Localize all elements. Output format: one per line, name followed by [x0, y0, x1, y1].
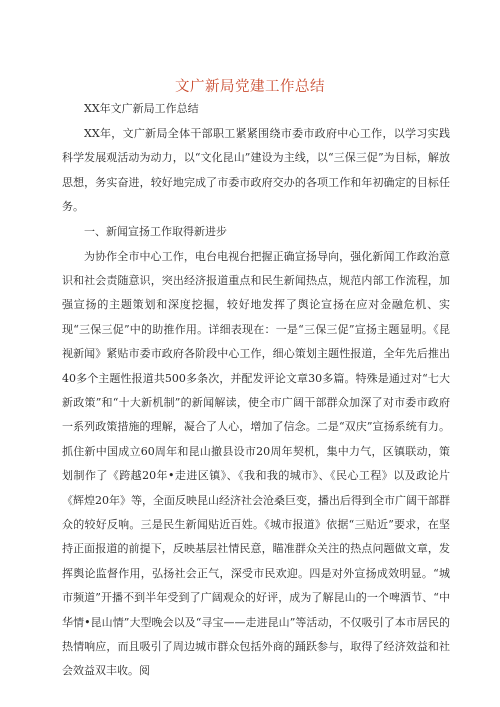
paragraph-intro: XX年，文广新局全体干部职工紧紧围绕市委市政府中心工作，以学习实践科学发展观活动为动力，以“文化昆山”建设为主线，以“三保三促”为目标，解放思想，务实奋进，较好地完成了市委市政府交办的各项工作和年初确定的目标任务。	[62, 126, 450, 214]
paragraph-news: 为协作全市中心工作，电台电视台把握正确宣扬导向，强化新闻工作政治意识和社会责随意识，突出经济报道重点和民生新闻热点，规范内部工作流程，加强宣扬的主题策划和深度挖掘，较好地发挥了舆论宣扬在应对金融危机、实现“三保三促”中的助推作用。详细表现在：一是“三保三促”宣扬主题显明。《昆视新闻》紧贴市委市政府各阶段中心工作，细心策划主题性报道，全年先后推出40多个主题性报道共500多条次，并配发评论文章30多篇。特殊是通过对“七大新政策”和“十大新机制”的新闻解读，使全市广阔干部群众加深了对市委市政府一系列政策措施的理解，凝合了人心，增加了信念。二是“双庆”宣扬系统有力。抓住新中国成立60周年和昆山撤县设市20周年契机，集中力气，区镇联动，策划制作了《跨越20年•走进区镇》、《我和我的城市》、《民心工程》以及政论片《辉煌20年》等，全面反映昆山经济社会沧桑巨变，播出后得到全市广阔干部群众的较好反响。三是民生新闻贴近百姓。《城市报道》依据“三贴近”要求，在坚持正面报道的前提下，反映基层社情民意，瞄准群众关注的热点问题做文章，发挥舆论监督作用，弘扬社会正气，深受市民欢迎。四是对外宣扬成效明显。“城市频道”开播不到半年受到了广阔观众的好评，成为了解昆山的一个啤酒节、“中华情•昆山情”大型晚会以及“寻宝——走进昆山”等活动，不仅吸引了本市居民的热情响应，而且吸引了周边城市群众包括外商的踊跃参与，取得了经济效益和社会效益双丰收。阅	[62, 249, 450, 678]
section-heading: 一、新闻宣扬工作取得新进步	[84, 224, 227, 238]
page-title: 文广新局党建工作总结	[175, 79, 325, 95]
document-subtitle: XX年文广新局工作总结	[84, 102, 199, 115]
document-body	[62, 97, 450, 684]
